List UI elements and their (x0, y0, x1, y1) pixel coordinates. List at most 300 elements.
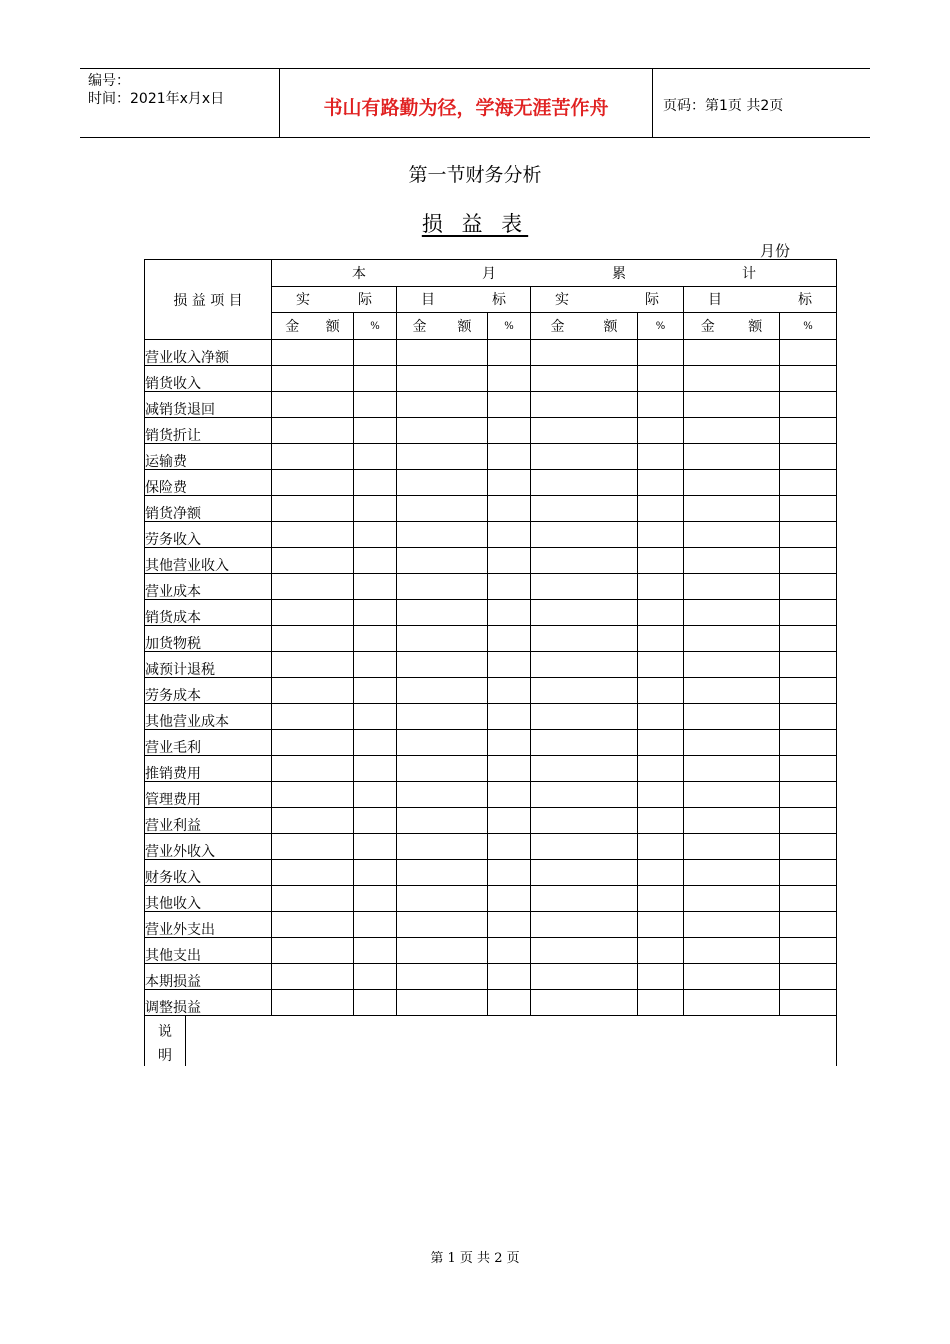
value-cell[interactable] (780, 756, 837, 782)
page-footer: 第 1 页 共 2 页 (430, 1251, 520, 1266)
value-cell[interactable] (397, 834, 488, 860)
row-label: 减预计退税 (145, 652, 272, 678)
value-cell[interactable] (397, 912, 488, 938)
value-cell[interactable] (780, 990, 837, 1016)
value-cell[interactable] (684, 912, 780, 938)
percent-header: % (488, 313, 531, 340)
value-cell[interactable] (488, 990, 531, 1016)
percent-header: % (354, 313, 397, 340)
table-row (145, 990, 837, 1016)
amount-char: 金 (412, 319, 427, 336)
sub-header-char: 实 (296, 292, 310, 309)
value-cell[interactable] (488, 860, 531, 886)
header-left (80, 69, 280, 137)
value-cell[interactable] (354, 678, 397, 704)
table-row (145, 834, 837, 860)
percent-header: % (780, 313, 837, 340)
value-cell[interactable] (397, 600, 488, 626)
value-cell[interactable] (684, 652, 780, 678)
table-row (145, 808, 837, 834)
value-cell[interactable] (488, 340, 531, 366)
value-cell[interactable] (272, 600, 354, 626)
value-cell[interactable] (684, 756, 780, 782)
amount-header (531, 313, 638, 340)
value-cell[interactable] (638, 496, 684, 522)
value-cell[interactable] (780, 574, 837, 600)
sub-header (272, 286, 397, 313)
row-label: 减销货退回 (145, 392, 272, 418)
value-cell[interactable] (780, 652, 837, 678)
value-cell[interactable] (684, 782, 780, 808)
value-cell[interactable] (354, 782, 397, 808)
value-cell[interactable] (488, 574, 531, 600)
value-cell[interactable] (488, 366, 531, 392)
value-cell[interactable] (397, 782, 488, 808)
value-cell[interactable] (397, 652, 488, 678)
value-cell[interactable] (531, 470, 638, 496)
value-cell[interactable] (354, 366, 397, 392)
value-cell[interactable] (780, 808, 837, 834)
value-cell[interactable] (531, 366, 638, 392)
value-cell[interactable] (531, 912, 638, 938)
value-cell[interactable] (780, 860, 837, 886)
value-cell[interactable] (397, 470, 488, 496)
row-label: 销货成本 (145, 600, 272, 626)
value-cell[interactable] (488, 704, 531, 730)
value-cell[interactable] (488, 808, 531, 834)
amount-header (397, 313, 488, 340)
table-row (145, 730, 837, 756)
value-cell[interactable] (638, 756, 684, 782)
value-cell[interactable] (531, 990, 638, 1016)
value-cell[interactable] (397, 704, 488, 730)
value-cell[interactable] (780, 340, 837, 366)
period-header (272, 260, 837, 287)
value-cell[interactable] (354, 704, 397, 730)
value-cell[interactable] (354, 860, 397, 886)
value-cell[interactable] (531, 626, 638, 652)
value-cell[interactable] (397, 392, 488, 418)
row-label: 本期损益 (145, 964, 272, 990)
value-cell[interactable] (397, 678, 488, 704)
value-cell[interactable] (354, 886, 397, 912)
value-cell[interactable] (638, 912, 684, 938)
value-cell[interactable] (780, 470, 837, 496)
value-cell[interactable] (354, 756, 397, 782)
row-label: 销货收入 (145, 366, 272, 392)
table-row (145, 366, 837, 392)
table-row (145, 886, 837, 912)
value-cell[interactable] (272, 522, 354, 548)
value-cell[interactable] (354, 912, 397, 938)
row-label: 其他营业收入 (145, 548, 272, 574)
date-label: 时间：2021年x月x日 (88, 91, 225, 107)
value-cell[interactable] (531, 574, 638, 600)
value-cell[interactable] (354, 938, 397, 964)
table-body (145, 260, 837, 1067)
value-cell[interactable] (488, 782, 531, 808)
value-cell[interactable] (780, 912, 837, 938)
value-cell[interactable] (272, 704, 354, 730)
value-cell[interactable] (397, 808, 488, 834)
value-cell[interactable] (272, 366, 354, 392)
table-row (145, 964, 837, 990)
value-cell[interactable] (684, 470, 780, 496)
value-cell[interactable] (531, 730, 638, 756)
value-cell[interactable] (272, 652, 354, 678)
value-cell[interactable] (531, 418, 638, 444)
value-cell[interactable] (354, 340, 397, 366)
value-cell[interactable] (780, 964, 837, 990)
value-cell[interactable] (531, 834, 638, 860)
value-cell[interactable] (638, 834, 684, 860)
value-cell[interactable] (397, 340, 488, 366)
value-cell[interactable] (780, 522, 837, 548)
value-cell[interactable] (354, 626, 397, 652)
value-cell[interactable] (488, 626, 531, 652)
table-row (145, 678, 837, 704)
note-area (145, 1016, 837, 1067)
value-cell[interactable] (488, 730, 531, 756)
amount-char: 额 (748, 319, 763, 336)
value-cell[interactable] (488, 964, 531, 990)
row-label: 财务收入 (145, 860, 272, 886)
value-cell[interactable] (354, 990, 397, 1016)
value-cell[interactable] (638, 964, 684, 990)
sub-header-char: 目 (421, 292, 435, 309)
value-cell[interactable] (354, 392, 397, 418)
value-cell[interactable] (488, 652, 531, 678)
value-cell[interactable] (354, 834, 397, 860)
value-cell[interactable] (272, 444, 354, 470)
value-cell[interactable] (488, 470, 531, 496)
value-cell[interactable] (354, 444, 397, 470)
row-label: 管理费用 (145, 782, 272, 808)
period-char: 月 (482, 265, 496, 282)
value-cell[interactable] (272, 990, 354, 1016)
value-cell[interactable] (272, 938, 354, 964)
value-cell[interactable] (638, 548, 684, 574)
row-label: 营业成本 (145, 574, 272, 600)
table-row (145, 704, 837, 730)
value-cell[interactable] (531, 964, 638, 990)
item-header: 损 益 项 目 (145, 260, 272, 340)
value-cell[interactable] (531, 548, 638, 574)
note-row (145, 1016, 837, 1067)
value-cell[interactable] (531, 938, 638, 964)
value-cell[interactable] (780, 730, 837, 756)
value-cell[interactable] (272, 860, 354, 886)
value-cell[interactable] (531, 392, 638, 418)
row-label: 加货物税 (145, 626, 272, 652)
row-label: 销货净额 (145, 496, 272, 522)
value-cell[interactable] (684, 730, 780, 756)
value-cell[interactable] (684, 600, 780, 626)
section-title: 第一节财务分析 (408, 164, 542, 186)
value-cell[interactable] (272, 340, 354, 366)
value-cell[interactable] (780, 626, 837, 652)
value-cell[interactable] (354, 574, 397, 600)
value-cell[interactable] (684, 444, 780, 470)
value-cell[interactable] (684, 366, 780, 392)
row-label: 运输费 (145, 444, 272, 470)
value-cell[interactable] (488, 938, 531, 964)
row-label: 调整损益 (145, 990, 272, 1016)
table-row (145, 444, 837, 470)
note-input[interactable] (186, 1016, 836, 1066)
value-cell[interactable] (397, 964, 488, 990)
header-band (80, 68, 870, 138)
value-cell[interactable] (638, 574, 684, 600)
value-cell[interactable] (531, 678, 638, 704)
table-row (145, 756, 837, 782)
value-cell[interactable] (638, 340, 684, 366)
value-cell[interactable] (638, 652, 684, 678)
value-cell[interactable] (531, 756, 638, 782)
value-cell[interactable] (684, 834, 780, 860)
value-cell[interactable] (531, 652, 638, 678)
value-cell[interactable] (397, 522, 488, 548)
amount-char: 金 (550, 319, 565, 336)
row-label: 劳务成本 (145, 678, 272, 704)
row-label: 营业外收入 (145, 834, 272, 860)
value-cell[interactable] (684, 678, 780, 704)
sub-header-char: 实 (555, 292, 569, 309)
row-label: 其他收入 (145, 886, 272, 912)
value-cell[interactable] (397, 548, 488, 574)
value-cell[interactable] (354, 418, 397, 444)
value-cell[interactable] (638, 392, 684, 418)
row-label: 营业收入净额 (145, 340, 272, 366)
value-cell[interactable] (354, 964, 397, 990)
value-cell[interactable] (638, 444, 684, 470)
value-cell[interactable] (397, 574, 488, 600)
value-cell[interactable] (684, 886, 780, 912)
amount-char: 额 (603, 319, 618, 336)
value-cell[interactable] (638, 470, 684, 496)
value-cell[interactable] (531, 860, 638, 886)
value-cell[interactable] (488, 418, 531, 444)
row-label: 推销费用 (145, 756, 272, 782)
value-cell[interactable] (488, 522, 531, 548)
value-cell[interactable] (397, 366, 488, 392)
value-cell[interactable] (272, 834, 354, 860)
value-cell[interactable] (684, 340, 780, 366)
value-cell[interactable] (354, 496, 397, 522)
value-cell[interactable] (531, 782, 638, 808)
value-cell[interactable] (531, 704, 638, 730)
value-cell[interactable] (638, 678, 684, 704)
row-label: 保险费 (145, 470, 272, 496)
sub-header (531, 286, 684, 313)
value-cell[interactable] (638, 418, 684, 444)
value-cell[interactable] (684, 496, 780, 522)
value-cell[interactable] (638, 626, 684, 652)
value-cell[interactable] (780, 938, 837, 964)
value-cell[interactable] (488, 392, 531, 418)
value-cell[interactable] (488, 756, 531, 782)
value-cell[interactable] (354, 470, 397, 496)
value-cell[interactable] (272, 912, 354, 938)
value-cell[interactable] (354, 730, 397, 756)
row-label: 其他支出 (145, 938, 272, 964)
value-cell[interactable] (638, 366, 684, 392)
value-cell[interactable] (780, 678, 837, 704)
value-cell[interactable] (684, 704, 780, 730)
value-cell[interactable] (272, 730, 354, 756)
amount-char: 金 (285, 319, 300, 336)
table-row (145, 548, 837, 574)
value-cell[interactable] (397, 756, 488, 782)
value-cell[interactable] (684, 626, 780, 652)
value-cell[interactable] (780, 418, 837, 444)
row-label: 营业利益 (145, 808, 272, 834)
sub-header-char: 目 (708, 292, 722, 309)
value-cell[interactable] (531, 808, 638, 834)
value-cell[interactable] (780, 548, 837, 574)
value-cell[interactable] (638, 522, 684, 548)
value-cell[interactable] (684, 808, 780, 834)
value-cell[interactable] (397, 860, 488, 886)
value-cell[interactable] (397, 886, 488, 912)
row-label: 营业毛利 (145, 730, 272, 756)
note-char: 说 (158, 1024, 172, 1040)
value-cell[interactable] (780, 366, 837, 392)
value-cell[interactable] (272, 418, 354, 444)
value-cell[interactable] (684, 548, 780, 574)
value-cell[interactable] (272, 392, 354, 418)
sub-header-char: 际 (645, 292, 659, 309)
table-row (145, 418, 837, 444)
value-cell[interactable] (531, 496, 638, 522)
amount-char: 额 (457, 319, 472, 336)
table-row (145, 938, 837, 964)
value-cell[interactable] (684, 418, 780, 444)
value-cell[interactable] (684, 574, 780, 600)
percent-header: % (638, 313, 684, 340)
value-cell[interactable] (684, 990, 780, 1016)
value-cell[interactable] (638, 782, 684, 808)
value-cell[interactable] (488, 548, 531, 574)
value-cell[interactable] (272, 886, 354, 912)
value-cell[interactable] (780, 704, 837, 730)
table-row (145, 496, 837, 522)
value-cell[interactable] (684, 392, 780, 418)
value-cell[interactable] (397, 730, 488, 756)
value-cell[interactable] (272, 808, 354, 834)
value-cell[interactable] (638, 704, 684, 730)
value-cell[interactable] (488, 496, 531, 522)
table-row (145, 340, 837, 366)
value-cell[interactable] (780, 782, 837, 808)
value-cell[interactable] (488, 444, 531, 470)
amount-header (684, 313, 780, 340)
value-cell[interactable] (354, 652, 397, 678)
value-cell[interactable] (780, 600, 837, 626)
table-row (145, 652, 837, 678)
value-cell[interactable] (488, 834, 531, 860)
value-cell[interactable] (780, 392, 837, 418)
value-cell[interactable] (397, 626, 488, 652)
table-row (145, 392, 837, 418)
header-row-period (145, 260, 837, 287)
note-char: 明 (158, 1048, 172, 1064)
value-cell[interactable] (272, 782, 354, 808)
value-cell[interactable] (272, 678, 354, 704)
amount-char: 金 (700, 319, 715, 336)
period-char: 计 (742, 265, 756, 282)
value-cell[interactable] (780, 444, 837, 470)
value-cell[interactable] (272, 470, 354, 496)
value-cell[interactable] (397, 938, 488, 964)
value-cell[interactable] (397, 418, 488, 444)
value-cell[interactable] (488, 912, 531, 938)
value-cell[interactable] (638, 600, 684, 626)
value-cell[interactable] (638, 990, 684, 1016)
sub-header-char: 标 (798, 292, 812, 309)
value-cell[interactable] (638, 886, 684, 912)
value-cell[interactable] (354, 522, 397, 548)
value-cell[interactable] (684, 964, 780, 990)
value-cell[interactable] (272, 548, 354, 574)
value-cell[interactable] (638, 808, 684, 834)
value-cell[interactable] (272, 496, 354, 522)
value-cell[interactable] (488, 886, 531, 912)
value-cell[interactable] (354, 600, 397, 626)
value-cell[interactable] (272, 756, 354, 782)
value-cell[interactable] (397, 444, 488, 470)
value-cell[interactable] (531, 886, 638, 912)
motto: 书山有路勤为径，学海无涯苦作舟 (280, 69, 653, 137)
month-label: 月份 (760, 242, 791, 260)
value-cell[interactable] (488, 600, 531, 626)
table-row (145, 782, 837, 808)
value-cell[interactable] (638, 730, 684, 756)
value-cell[interactable] (272, 626, 354, 652)
sub-header (397, 286, 531, 313)
row-label: 其他营业成本 (145, 704, 272, 730)
value-cell[interactable] (638, 938, 684, 964)
value-cell[interactable] (488, 678, 531, 704)
value-cell[interactable] (684, 522, 780, 548)
page-label: 页码：第1页 共2页 (663, 98, 784, 114)
value-cell[interactable] (531, 522, 638, 548)
period-char: 累 (612, 265, 626, 282)
value-cell[interactable] (272, 574, 354, 600)
value-cell[interactable] (397, 496, 488, 522)
value-cell[interactable] (272, 964, 354, 990)
table-row (145, 860, 837, 886)
value-cell[interactable] (684, 860, 780, 886)
value-cell[interactable] (531, 340, 638, 366)
value-cell[interactable] (531, 444, 638, 470)
row-label: 营业外支出 (145, 912, 272, 938)
value-cell[interactable] (780, 886, 837, 912)
amount-char: 额 (325, 319, 340, 336)
value-cell[interactable] (780, 496, 837, 522)
value-cell[interactable] (638, 860, 684, 886)
value-cell[interactable] (354, 548, 397, 574)
table-row (145, 626, 837, 652)
value-cell[interactable] (354, 808, 397, 834)
main-title-text: 损 益 表 (421, 212, 529, 236)
value-cell[interactable] (780, 834, 837, 860)
note-label (145, 1016, 186, 1066)
value-cell[interactable] (684, 938, 780, 964)
value-cell[interactable] (531, 600, 638, 626)
table-row (145, 522, 837, 548)
value-cell[interactable] (397, 990, 488, 1016)
